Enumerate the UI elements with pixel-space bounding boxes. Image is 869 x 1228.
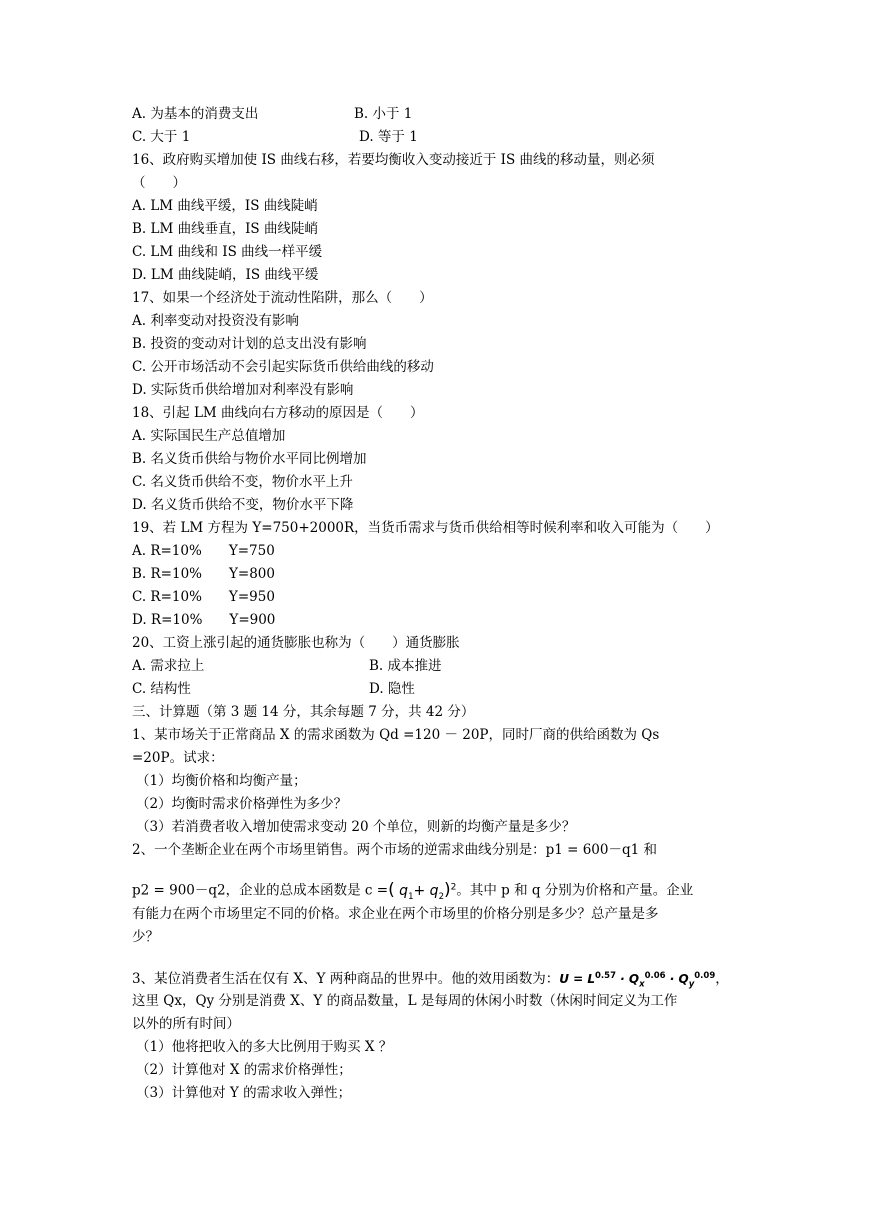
q16-option-b: B. LM 曲线垂直，IS 曲线陡峭 — [132, 221, 318, 237]
q19-option-a: A. R=10% Y=750 — [132, 543, 275, 559]
q17-option-c: C. 公开市场活动不会引起实际货币供给曲线的移动 — [132, 359, 434, 375]
utility-function-formula: $U = L^{0.57} \cdot Q_x^{0.06} \cdot Q_y^{0.09}$ — [559, 971, 716, 990]
q19-option-d: D. R=10% Y=900 — [132, 612, 276, 628]
cost-function-formula: ( $q_1+ q_2)^2$ — [388, 879, 457, 902]
calc2-line1: 2、一个垄断企业在两个市场里销售。两个市场的逆需求曲线分别是：p1 = 600－q1 和 — [132, 842, 658, 858]
q15-option-d: D. 等于 1 — [359, 129, 418, 145]
calc2-line2 — [132, 877, 693, 906]
q15-option-a: A. 为基本的消费支出 — [132, 106, 259, 122]
q16-answer-paren: （ ） — [132, 175, 186, 191]
q18-option-b: B. 名义货币供给与物价水平同比例增加 — [132, 451, 367, 467]
calc2-line2-text-a: p2 = 900－q2，企业的总成本函数是 c = — [132, 882, 389, 899]
section-heading: 三、计算题（第 3 题 14 分，其余每题 7 分，共 42 分） — [132, 704, 475, 720]
calc2-line2-text-b: 。其中 p 和 q 分别为价格和产量。企业 — [456, 882, 694, 899]
q18-option-d: D. 名义货币供给不变，物价水平下降 — [132, 497, 354, 513]
calc1-sub1: （1）均衡价格和均衡产量； — [136, 773, 307, 789]
calc1-line2: =20P。试求： — [132, 750, 224, 766]
q18-option-c: C. 名义货币供给不变，物价水平上升 — [132, 474, 353, 490]
calc3-line1-text-b: ， — [715, 971, 729, 987]
q20-option-c: C. 结构性 — [132, 681, 191, 697]
q17-option-d: D. 实际货币供给增加对利率没有影响 — [132, 382, 354, 398]
q20-stem: 20、工资上涨引起的通货膨胀也称为（ ）通货膨胀 — [132, 635, 460, 651]
q16-option-d: D. LM 曲线陡峭，IS 曲线平缓 — [132, 267, 319, 283]
q19-stem: 19、若 LM 方程为 Y=750+2000R，当货币需求与货币供给相等时候利率和收入可能为（ ） — [132, 520, 719, 536]
q15-option-b: B. 小于 1 — [354, 106, 413, 122]
q19-option-c: C. R=10% Y=950 — [132, 589, 275, 605]
q17-stem: 17、如果一个经济处于流动性陷阱，那么（ ） — [132, 290, 433, 306]
calc3-line2: 这里 Qx，Qy 分别是消费 X、Y 的商品数量，L 是每周的休闲小时数（休闲时间定义为工作 — [132, 993, 678, 1009]
calc2-line3: 有能力在两个市场里定不同的价格。求企业在两个市场里的价格分别是多少？总产量是多 — [132, 906, 659, 922]
calc2-line4: 少？ — [132, 929, 159, 945]
q20-option-d: D. 隐性 — [369, 681, 415, 697]
q15-option-c: C. 大于 1 — [132, 129, 191, 145]
q17-option-b: B. 投资的变动对计划的总支出没有影响 — [132, 336, 367, 352]
q16-option-c: C. LM 曲线和 IS 曲线一样平缓 — [132, 244, 323, 260]
q20-option-a: A. 需求拉上 — [132, 658, 205, 674]
calc1-sub3: （3）若消费者收入增加使需求变动 20 个单位，则新的均衡产量是多少？ — [136, 819, 576, 835]
q20-option-b: B. 成本推进 — [369, 658, 442, 674]
q18-option-a: A. 实际国民生产总值增加 — [132, 428, 286, 444]
q18-stem: 18、引起 LM 曲线向右方移动的原因是（ ） — [132, 405, 424, 421]
calc1-line1: 1、某市场关于正常商品 X 的需求函数为 Qd =120 － 20P，同时厂商的供给函数为 Qs — [132, 727, 660, 743]
calc3-sub1: （1）他将把收入的多大比例用于购买 X ？ — [136, 1039, 393, 1055]
q16-stem: 16、政府购买增加使 IS 曲线右移，若要均衡收入变动接近于 IS 曲线的移动量，则必须 — [132, 152, 655, 168]
calc3-sub3: （3）计算他对 Y 的需求收入弹性； — [136, 1085, 352, 1101]
calc3-line3: 以外的所有时间） — [132, 1016, 240, 1032]
calc3-line1-text-a: 3、某位消费者生活在仅有 X、Y 两种商品的世界中。他的效用函数为： — [132, 971, 560, 987]
calc1-sub2: （2）均衡时需求价格弹性为多少？ — [136, 796, 348, 812]
q16-option-a: A. LM 曲线平缓，IS 曲线陡峭 — [132, 198, 318, 214]
calc3-sub2: （2）计算他对 X 的需求价格弹性； — [136, 1062, 352, 1078]
q17-option-a: A. 利率变动对投资没有影响 — [132, 313, 299, 329]
q19-option-b: B. R=10% Y=800 — [132, 566, 275, 582]
